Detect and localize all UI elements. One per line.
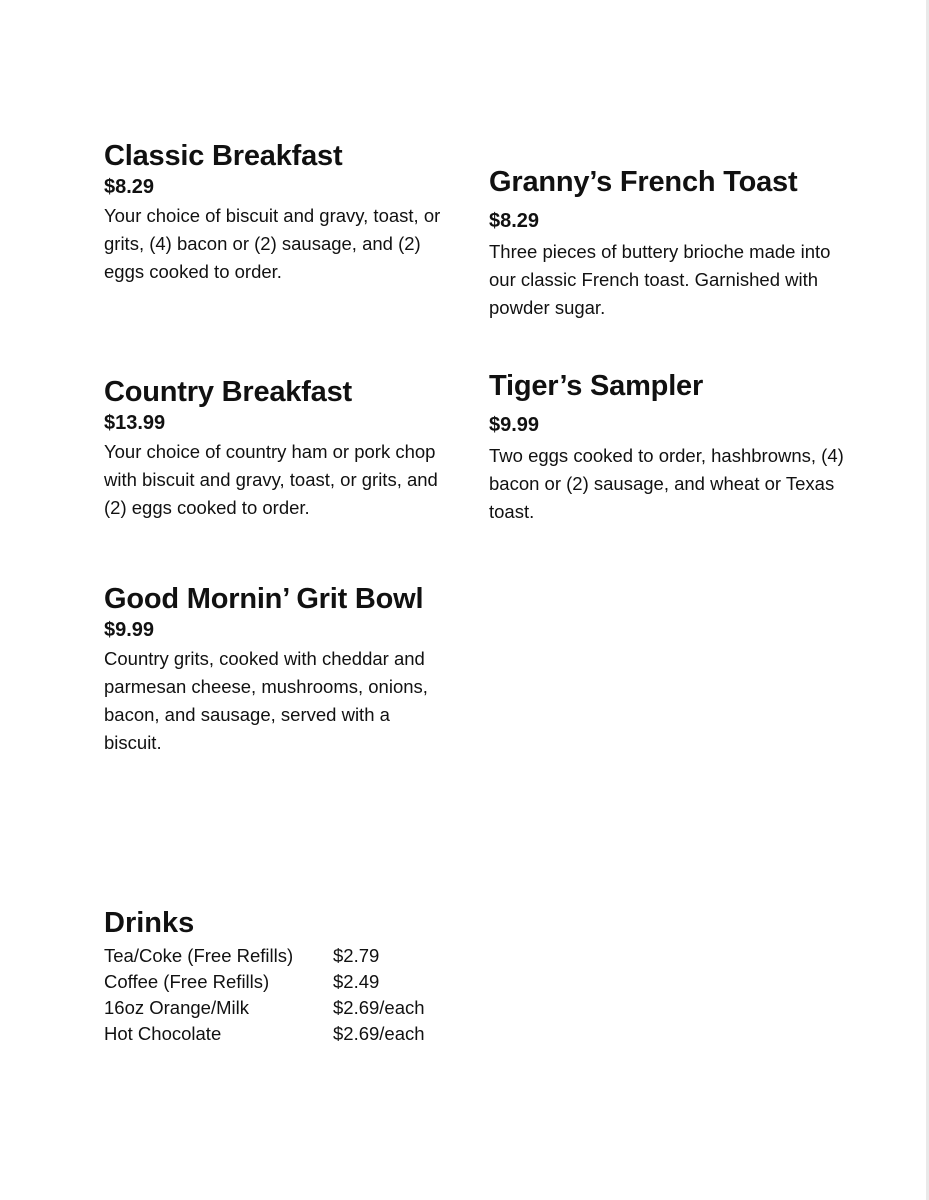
menu-item-description: Country grits, cooked with cheddar and parmesan cheese, mushrooms, onions, bacon, and sausage, served with a biscuit.	[104, 648, 428, 753]
menu-item-price: $8.29	[489, 210, 540, 232]
drink-row	[104, 943, 464, 969]
drink-name: Hot Chocolate	[104, 1023, 222, 1044]
drink-row	[104, 995, 464, 1021]
drink-price: $2.69/each	[333, 1023, 425, 1044]
menu-item-price: $9.99	[489, 414, 540, 436]
menu-item-description: Your choice of country ham or pork chop with biscuit and gravy, toast, or grits, and (2) eggs cooked to order.	[104, 441, 438, 518]
drink-row	[104, 1021, 464, 1047]
menu-item-grit-bowl	[104, 581, 444, 757]
menu-item-price: $13.99	[104, 412, 166, 434]
drink-name: Coffee (Free Refills)	[104, 971, 270, 992]
drinks-section	[104, 905, 464, 1047]
menu-item-description: Your choice of biscuit and gravy, toast, or grits, (4) bacon or (2) sausage, and (2) eggs cooked to order.	[104, 205, 441, 282]
menu-item-title: Classic Breakfast	[104, 140, 343, 172]
drink-price: $2.69/each	[333, 997, 425, 1018]
menu-item-tigers-sampler	[489, 368, 849, 526]
menu-item-price: $9.99	[104, 619, 155, 641]
menu-item-french-toast	[489, 164, 849, 322]
drinks-title: Drinks	[104, 907, 195, 939]
drink-row	[104, 969, 464, 995]
menu-item-title: Good Mornin’ Grit Bowl	[104, 583, 424, 615]
drink-price: $2.79	[333, 945, 380, 966]
menu-item-classic-breakfast	[104, 138, 464, 286]
menu-item-price: $8.29	[104, 176, 155, 198]
menu-item-title: Country Breakfast	[104, 376, 352, 408]
drink-name: 16oz Orange/Milk	[104, 997, 249, 1018]
drink-price: $2.49	[333, 971, 380, 992]
menu-item-description: Two eggs cooked to order, hashbrowns, (4) bacon or (2) sausage, and wheat or Texas toast.	[489, 445, 844, 522]
menu-item-country-breakfast	[104, 374, 464, 522]
menu-item-title: Granny’s French Toast	[489, 166, 798, 198]
drink-name: Tea/Coke (Free Refills)	[104, 945, 294, 966]
menu-item-title: Tiger’s Sampler	[489, 370, 704, 402]
menu-item-description: Three pieces of buttery brioche made into our classic French toast. Garnished with powder sugar.	[489, 241, 831, 318]
